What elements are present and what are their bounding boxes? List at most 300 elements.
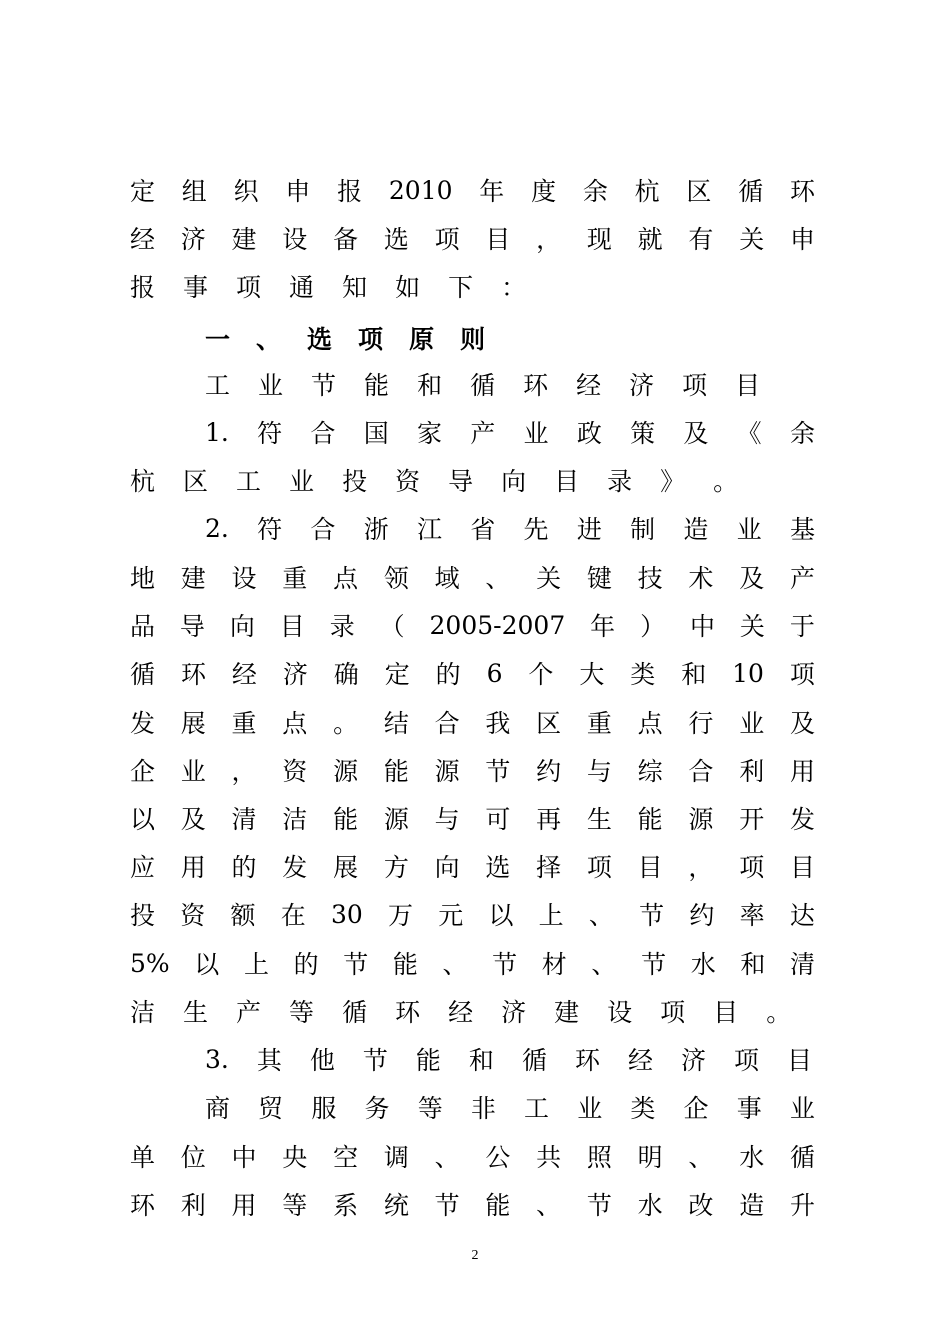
glyph: 选: [383, 225, 409, 254]
glyph: 等: [289, 998, 315, 1027]
glyph: 向: [229, 612, 255, 641]
glyph: 省: [470, 515, 496, 544]
glyph: 录: [607, 467, 633, 496]
glyph: 资: [180, 901, 206, 930]
glyph: 节: [639, 901, 665, 930]
glyph: 重: [231, 709, 257, 738]
glyph: 、: [434, 1143, 460, 1172]
glyph: 发: [282, 853, 308, 882]
glyph: 中: [689, 612, 715, 641]
glyph: 的: [231, 853, 257, 882]
section-heading: [205, 318, 511, 358]
glyph: 设: [231, 564, 257, 593]
glyph: 设: [282, 225, 308, 254]
text-line: [130, 266, 815, 306]
glyph: 如: [395, 273, 421, 302]
text-line: [205, 1039, 815, 1079]
glyph: 年: [479, 177, 505, 206]
glyph: 国: [363, 419, 389, 448]
glyph: 清: [789, 950, 815, 979]
glyph: 展: [333, 853, 359, 882]
glyph: 方: [383, 853, 409, 882]
glyph: 键: [586, 564, 612, 593]
text-line: [130, 460, 815, 500]
glyph: 6: [486, 658, 503, 688]
glyph: 源: [434, 757, 460, 786]
glyph: 济: [180, 225, 206, 254]
glyph: 中: [231, 1143, 257, 1172]
glyph: 合: [688, 757, 714, 786]
text-line: [130, 846, 815, 886]
glyph: 组: [181, 177, 207, 206]
glyph: 投: [130, 901, 156, 930]
glyph: 择: [536, 853, 562, 882]
glyph: 织: [233, 177, 259, 206]
glyph: ，: [536, 225, 562, 254]
glyph: 制: [630, 515, 656, 544]
glyph: 工: [524, 1094, 550, 1123]
glyph: 。: [766, 998, 792, 1027]
glyph: 目: [279, 612, 305, 641]
glyph: 类: [630, 660, 656, 689]
glyph: 的: [435, 660, 461, 689]
glyph: 业: [577, 1094, 603, 1123]
glyph: 设: [607, 998, 633, 1027]
glyph: 水: [637, 1191, 663, 1220]
glyph: 关: [739, 225, 765, 254]
glyph: 、: [485, 564, 511, 593]
glyph: 建: [554, 998, 580, 1027]
glyph: 系: [333, 1191, 359, 1220]
glyph: 合: [434, 709, 460, 738]
glyph: 技: [637, 564, 663, 593]
glyph: 利: [180, 1191, 206, 1220]
glyph: 重: [282, 564, 308, 593]
glyph: 点: [282, 709, 308, 738]
glyph: 项: [682, 371, 708, 400]
glyph: 项: [660, 998, 686, 1027]
glyph: 余: [789, 419, 815, 448]
glyph: 江: [416, 515, 442, 544]
glyph: 水: [739, 1143, 765, 1172]
glyph: 上: [538, 901, 564, 930]
glyph: 生: [183, 998, 209, 1027]
glyph: 综: [637, 757, 663, 786]
glyph: 业: [258, 371, 284, 400]
glyph: 上: [243, 950, 269, 979]
glyph: 非: [470, 1094, 496, 1123]
glyph: 环: [574, 1046, 600, 1075]
glyph: 区: [183, 467, 209, 496]
glyph: 2010: [388, 175, 453, 205]
glyph: 用: [789, 757, 815, 786]
glyph: 循: [738, 177, 764, 206]
glyph: 资: [282, 757, 308, 786]
glyph: 一: [205, 325, 231, 354]
glyph: 目: [485, 225, 511, 254]
glyph: 业: [523, 419, 549, 448]
glyph: 余: [582, 177, 608, 206]
glyph: 额: [230, 901, 256, 930]
glyph: 循: [342, 998, 368, 1027]
glyph: 共: [536, 1143, 562, 1172]
glyph: 与: [586, 757, 612, 786]
glyph: 节: [485, 757, 511, 786]
glyph: 导: [179, 612, 205, 641]
glyph: 合: [310, 515, 336, 544]
glyph: 产: [470, 419, 496, 448]
glyph: 可: [485, 805, 511, 834]
glyph: 及: [683, 419, 709, 448]
glyph: 申: [789, 225, 815, 254]
glyph: 元: [438, 901, 464, 930]
glyph: 循: [130, 660, 156, 689]
glyph: ，: [231, 757, 257, 786]
glyph: 品: [130, 612, 156, 641]
glyph: 和: [468, 1046, 494, 1075]
text-line: [130, 750, 815, 790]
glyph: 业: [289, 467, 315, 496]
glyph: 于: [789, 612, 815, 641]
glyph: 地: [130, 564, 156, 593]
glyph: 10: [732, 658, 764, 688]
glyph: 建: [180, 564, 206, 593]
glyph: 和: [740, 950, 766, 979]
glyph: 重: [586, 709, 612, 738]
text-line: [205, 364, 815, 404]
glyph: 业: [739, 709, 765, 738]
glyph: 央: [282, 1143, 308, 1172]
text-line: [130, 943, 815, 983]
glyph: 产: [789, 564, 815, 593]
glyph: 能: [383, 757, 409, 786]
glyph: 等: [282, 1191, 308, 1220]
glyph: 、: [588, 901, 614, 930]
glyph: 及: [789, 709, 815, 738]
text-line: [130, 991, 815, 1031]
glyph: 个: [528, 660, 554, 689]
glyph: 洁: [282, 805, 308, 834]
glyph: 环: [130, 1191, 156, 1220]
glyph: 关: [536, 564, 562, 593]
glyph: 向: [434, 853, 460, 882]
glyph: 循: [789, 1143, 815, 1172]
glyph: ）: [640, 612, 666, 641]
glyph: 造: [739, 1191, 765, 1220]
glyph: 造: [683, 515, 709, 544]
glyph: 的: [293, 950, 319, 979]
glyph: 结: [383, 709, 409, 738]
glyph: 、: [536, 1191, 562, 1220]
glyph: 改: [688, 1191, 714, 1220]
glyph: 能: [333, 805, 359, 834]
glyph: 符: [257, 419, 283, 448]
glyph: 业: [736, 515, 762, 544]
glyph: 节: [362, 1046, 388, 1075]
glyph: 定: [384, 660, 410, 689]
glyph: 杭: [130, 467, 156, 496]
text-line: [130, 653, 815, 693]
text-line: [205, 508, 815, 548]
glyph: 业: [180, 757, 206, 786]
glyph: 率: [739, 901, 765, 930]
text-line: [130, 218, 815, 258]
glyph: 浙: [363, 515, 389, 544]
glyph: 及: [739, 564, 765, 593]
glyph: 环: [789, 177, 815, 206]
text-line: [130, 1136, 815, 1176]
glyph: 资: [395, 467, 421, 496]
glyph: 企: [130, 757, 156, 786]
glyph: 目: [735, 371, 761, 400]
glyph: 清: [231, 805, 257, 834]
text-line: [130, 702, 815, 742]
glyph: 、: [442, 950, 468, 979]
glyph: 循: [470, 371, 496, 400]
glyph: 领: [383, 564, 409, 593]
glyph: 调: [383, 1143, 409, 1172]
glyph: 选: [485, 853, 511, 882]
glyph: 项: [434, 225, 460, 254]
glyph: 《: [736, 419, 762, 448]
glyph: 、: [256, 325, 282, 354]
glyph: 项: [236, 273, 262, 302]
glyph: 再: [536, 805, 562, 834]
glyph: 杭: [634, 177, 660, 206]
glyph: 环: [180, 660, 206, 689]
glyph: 环: [523, 371, 549, 400]
glyph: 能: [364, 371, 390, 400]
glyph: 5%: [130, 948, 170, 978]
glyph: 节: [343, 950, 369, 979]
glyph: 关: [739, 612, 765, 641]
glyph: 定: [130, 177, 156, 206]
glyph: 域: [434, 564, 460, 593]
glyph: （: [379, 612, 405, 641]
glyph: 节: [492, 950, 518, 979]
glyph: 报: [130, 273, 156, 302]
glyph: 项: [586, 853, 612, 882]
text-line: [130, 1184, 815, 1224]
glyph: 确: [333, 660, 359, 689]
glyph: 年: [590, 612, 616, 641]
page-number: 2: [471, 1248, 479, 1263]
glyph: 政: [576, 419, 602, 448]
glyph: 项: [358, 325, 384, 354]
glyph: 目: [787, 1046, 813, 1075]
glyph: 30: [330, 899, 363, 929]
glyph: 照: [586, 1143, 612, 1172]
glyph: 度: [531, 177, 557, 206]
glyph: 录: [329, 612, 355, 641]
glyph: 产: [236, 998, 262, 1027]
glyph: 基: [789, 515, 815, 544]
glyph: 位: [180, 1143, 206, 1172]
glyph: 与: [434, 805, 460, 834]
glyph: ：: [501, 273, 527, 302]
glyph: 业: [789, 1094, 815, 1123]
glyph: 节: [311, 371, 337, 400]
glyph: 源: [383, 805, 409, 834]
glyph: 能: [485, 1191, 511, 1220]
text-line: [205, 412, 815, 452]
glyph: 区: [686, 177, 712, 206]
glyph: 以: [130, 805, 156, 834]
glyph: 用: [231, 1191, 257, 1220]
glyph: 2.: [205, 513, 229, 543]
glyph: 事: [736, 1094, 762, 1123]
glyph: 3.: [205, 1044, 229, 1074]
glyph: 知: [342, 273, 368, 302]
glyph: 投: [342, 467, 368, 496]
glyph: 济: [629, 371, 655, 400]
glyph: 向: [501, 467, 527, 496]
glyph: 点: [637, 709, 663, 738]
glyph: 约: [689, 901, 715, 930]
glyph: 开: [739, 805, 765, 834]
glyph: 能: [392, 950, 418, 979]
glyph: 符: [257, 515, 283, 544]
glyph: 先: [523, 515, 549, 544]
glyph: 济: [680, 1046, 706, 1075]
glyph: 和: [681, 660, 707, 689]
glyph: 环: [395, 998, 421, 1027]
glyph: 他: [309, 1046, 335, 1075]
glyph: 经: [130, 225, 156, 254]
glyph: 工: [205, 371, 231, 400]
glyph: 源: [333, 757, 359, 786]
glyph: 家: [416, 419, 442, 448]
glyph: 发: [789, 805, 815, 834]
glyph: 行: [688, 709, 714, 738]
glyph: 济: [282, 660, 308, 689]
glyph: 经: [627, 1046, 653, 1075]
glyph: 工: [236, 467, 262, 496]
text-line: [130, 894, 815, 934]
glyph: 约: [536, 757, 562, 786]
glyph: ，: [688, 853, 714, 882]
glyph: 商: [205, 1094, 231, 1123]
glyph: 。: [713, 467, 739, 496]
glyph: 节: [434, 1191, 460, 1220]
glyph: 项: [739, 853, 765, 882]
glyph: 单: [130, 1143, 156, 1172]
glyph: 材: [541, 950, 567, 979]
glyph: 生: [586, 805, 612, 834]
glyph: 大: [579, 660, 605, 689]
glyph: 下: [448, 273, 474, 302]
glyph: 有: [688, 225, 714, 254]
text-line: [130, 798, 815, 838]
glyph: 经: [448, 998, 474, 1027]
glyph: 类: [630, 1094, 656, 1123]
glyph: 申: [285, 177, 311, 206]
glyph: 项: [789, 660, 815, 689]
glyph: 源: [688, 805, 714, 834]
glyph: 服: [311, 1094, 337, 1123]
glyph: 策: [630, 419, 656, 448]
glyph: 事: [183, 273, 209, 302]
glyph: 现: [586, 225, 612, 254]
glyph: 项: [734, 1046, 760, 1075]
glyph: 导: [448, 467, 474, 496]
glyph: 和: [417, 371, 443, 400]
glyph: 循: [521, 1046, 547, 1075]
glyph: 及: [180, 805, 206, 834]
glyph: 进: [576, 515, 602, 544]
glyph: 目: [554, 467, 580, 496]
glyph: 统: [383, 1191, 409, 1220]
text-line: [130, 170, 815, 210]
glyph: 济: [501, 998, 527, 1027]
glyph: 空: [333, 1143, 359, 1172]
glyph: 升: [789, 1191, 815, 1220]
glyph: 明: [637, 1143, 663, 1172]
glyph: 点: [333, 564, 359, 593]
glyph: 能: [415, 1046, 441, 1075]
glyph: 务: [364, 1094, 390, 1123]
glyph: 就: [637, 225, 663, 254]
glyph: 、: [591, 950, 617, 979]
glyph: 经: [576, 371, 602, 400]
glyph: 万: [387, 901, 413, 930]
glyph: 其: [256, 1046, 282, 1075]
glyph: 选: [307, 325, 333, 354]
text-line: [130, 605, 815, 645]
glyph: 目: [713, 998, 739, 1027]
glyph: 以: [488, 901, 514, 930]
glyph: 洁: [130, 998, 156, 1027]
glyph: 经: [231, 660, 257, 689]
glyph: 备: [333, 225, 359, 254]
glyph: 用: [180, 853, 206, 882]
text-line: [205, 1087, 815, 1127]
glyph: 合: [310, 419, 336, 448]
glyph: 。: [333, 709, 359, 738]
glyph: 以: [194, 950, 220, 979]
glyph: 节: [586, 1191, 612, 1220]
glyph: 达: [789, 901, 815, 930]
glyph: 应: [130, 853, 156, 882]
glyph: 通: [289, 273, 315, 302]
glyph: 展: [180, 709, 206, 738]
glyph: 我: [485, 709, 511, 738]
glyph: 能: [637, 805, 663, 834]
glyph: 公: [485, 1143, 511, 1172]
glyph: 利: [739, 757, 765, 786]
glyph: 原: [409, 325, 435, 354]
glyph: 则: [460, 325, 486, 354]
glyph: 1.: [205, 417, 229, 447]
glyph: 报: [337, 177, 363, 206]
glyph: 贸: [258, 1094, 284, 1123]
glyph: 在: [280, 901, 306, 930]
glyph: 2005-2007: [429, 610, 566, 640]
glyph: 等: [417, 1094, 443, 1123]
glyph: 区: [536, 709, 562, 738]
text-line: [130, 557, 815, 597]
glyph: 发: [130, 709, 156, 738]
glyph: 目: [789, 853, 815, 882]
glyph: 、: [688, 1143, 714, 1172]
glyph: 水: [690, 950, 716, 979]
glyph: 目: [637, 853, 663, 882]
glyph: 企: [683, 1094, 709, 1123]
glyph: 术: [688, 564, 714, 593]
glyph: 节: [641, 950, 667, 979]
glyph: 建: [231, 225, 257, 254]
glyph: 》: [660, 467, 686, 496]
